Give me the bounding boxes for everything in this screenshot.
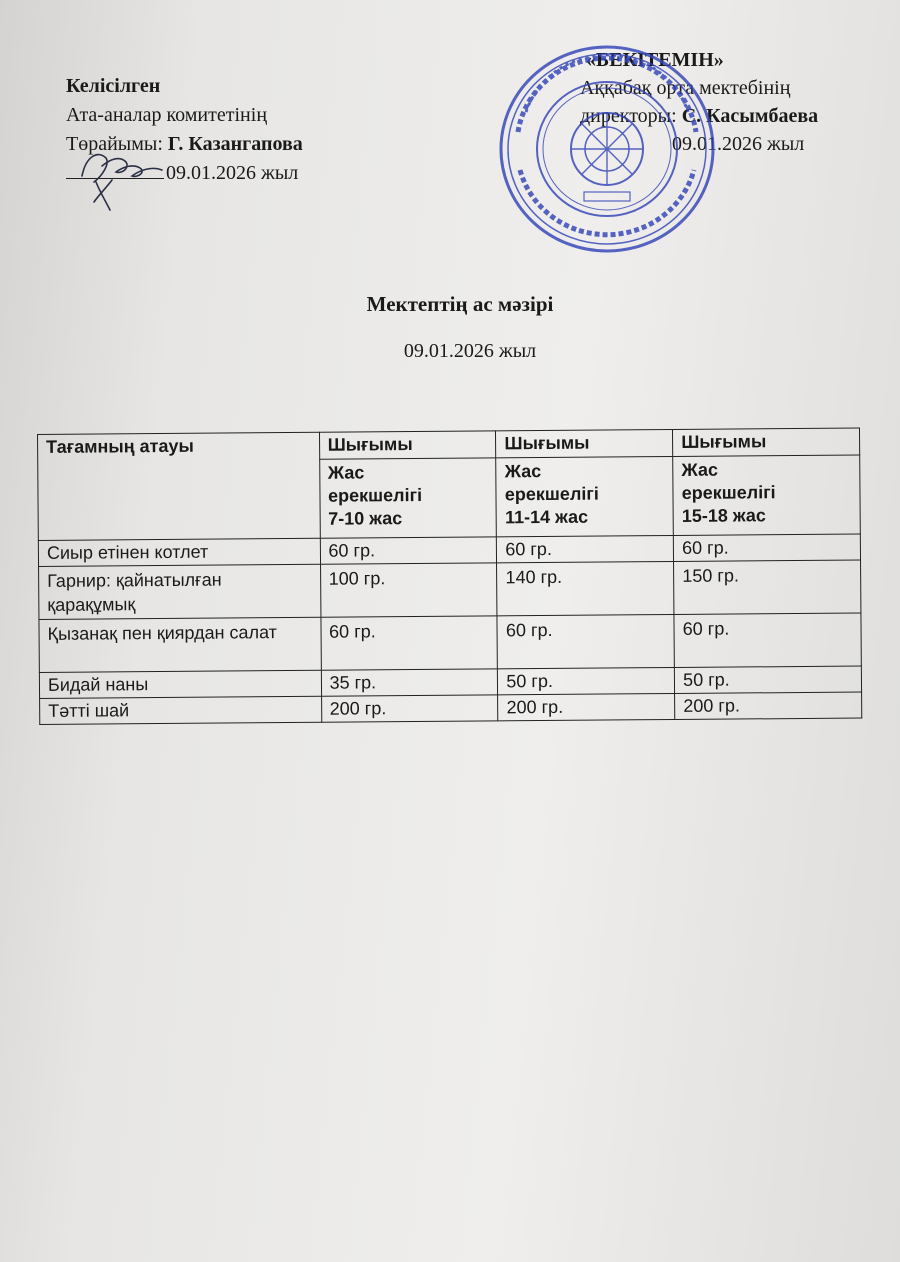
portion-11-14: 140 гр. — [497, 562, 674, 616]
age-label: ерекшелігі — [681, 482, 776, 503]
age-label: Жас — [504, 461, 542, 482]
portion-7-10: 35 гр. — [321, 669, 498, 696]
page-title: Мектептің ас мәзірі — [366, 292, 554, 316]
dish-name: Бидай наны — [39, 670, 321, 698]
portion-7-10: 60 гр. — [320, 537, 497, 564]
age-group-1 — [319, 458, 496, 538]
school-stamp-seal — [496, 42, 718, 256]
age-label: ерекшелігі — [327, 484, 423, 506]
dish-name: Сиыр етінен котлет — [38, 538, 320, 566]
portion-11-14: 200 гр. — [498, 693, 675, 720]
dish-name: Қызанақ пен қиярдан салат — [39, 617, 321, 672]
portion-15-18: 60 гр. — [674, 613, 861, 667]
age-label: Жас — [327, 462, 365, 483]
portion-7-10: 100 гр. — [320, 563, 497, 617]
age-range: 15-18 жас — [681, 505, 766, 526]
header-output-2: Шығымы — [496, 430, 673, 458]
portion-15-18: 150 гр. — [674, 560, 861, 614]
committee-line: Ата-аналар комитетінің — [66, 104, 268, 126]
age-group-2 — [496, 457, 673, 537]
dish-name: Тәтті шай — [40, 696, 322, 724]
table-row — [39, 560, 861, 619]
portion-11-14: 60 гр. — [497, 536, 674, 563]
table-row — [39, 613, 861, 672]
age-group-3 — [673, 455, 860, 535]
portion-11-14: 60 гр. — [497, 615, 674, 669]
header-output-1: Шығымы — [319, 431, 496, 459]
age-range: 7-10 жас — [328, 508, 403, 529]
approval-right-heading: «БЕКІТЕМІН» — [586, 49, 724, 71]
dish-name: Гарнир: қайнатылған қарақұмық — [39, 564, 321, 619]
portion-11-14: 50 гр. — [498, 668, 675, 695]
director-name: С. Касымбаева — [681, 105, 819, 127]
header-dish-name: Тағамның атауы — [38, 432, 320, 540]
header-output-3: Шығымы — [673, 428, 860, 456]
menu-date: 09.01.2026 жыл — [403, 340, 537, 362]
approval-left-date: 09.01.2026 жыл — [166, 162, 299, 184]
approval-right-date: 09.01.2026 жыл — [672, 133, 805, 155]
age-range: 11-14 жас — [504, 506, 589, 528]
director-prefix: директоры: — [580, 105, 677, 127]
chair-prefix: Төрайымы: — [66, 133, 163, 155]
age-label: ерекшелігі — [504, 483, 599, 505]
school-line: Аққабақ орта мектебінің — [580, 77, 791, 99]
signature-image — [76, 136, 168, 212]
menu-table — [37, 428, 862, 725]
portion-15-18: 60 гр. — [674, 534, 861, 561]
portion-15-18: 50 гр. — [675, 666, 862, 693]
portion-15-18: 200 гр. — [675, 692, 862, 719]
age-label: Жас — [681, 459, 719, 480]
portion-7-10: 60 гр. — [321, 616, 498, 670]
portion-7-10: 200 гр. — [321, 695, 498, 722]
chair-name: Г. Казангапова — [167, 133, 303, 155]
approval-left-heading: Келісілген — [66, 75, 161, 97]
